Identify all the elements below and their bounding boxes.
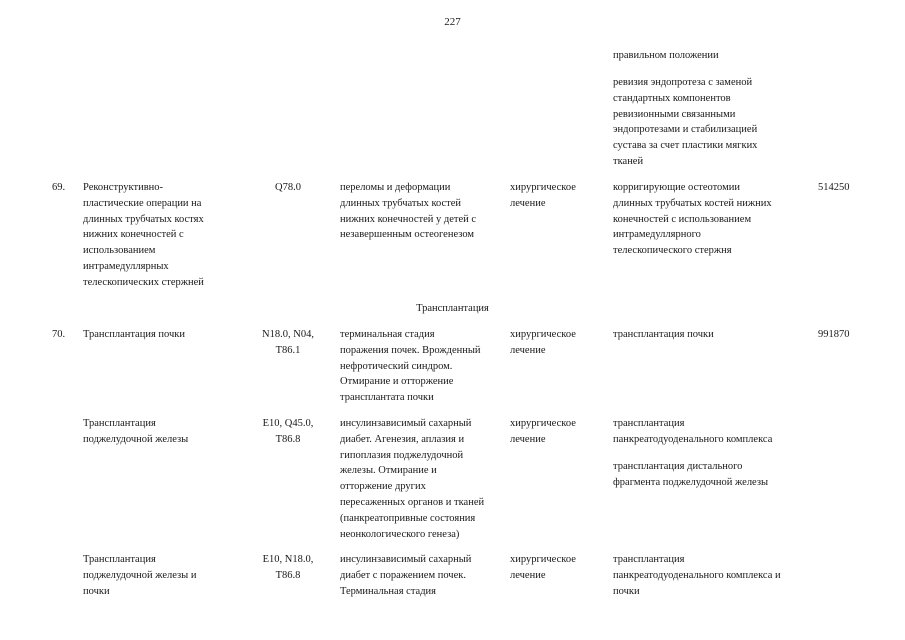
text-line: Q78.0 <box>275 182 301 193</box>
text-line: лечение <box>510 433 546 445</box>
text-line: тканей <box>613 155 644 167</box>
text-line: фрагмента поджелудочной железы <box>613 476 769 488</box>
text-line: Трансплантация <box>83 418 156 429</box>
text-line: нижних конечностей у детей с <box>340 213 477 225</box>
care-type-name <box>83 180 233 291</box>
text-line: правильном положении <box>613 50 719 61</box>
text-line: трансплантация <box>613 418 685 429</box>
text-line: (панкреатопривные состояния <box>340 512 476 524</box>
text-line: T86.8 <box>275 433 301 445</box>
text-line: Терминальная стадия <box>340 585 436 597</box>
text-line: инсулинзависимый сахарный <box>340 418 472 429</box>
text-line: поджелудочной железы и <box>83 569 197 581</box>
text-line: N18.0, N04, <box>262 329 314 340</box>
text-line: хирургическое <box>510 418 576 429</box>
text-line: лечение <box>510 197 546 209</box>
text-line: незавершенным остеогенезом <box>340 229 475 241</box>
icd-codes <box>250 416 326 448</box>
text-line: стандартных компонентов <box>613 92 731 104</box>
continued-method-2 <box>613 75 808 170</box>
text-line: отторжение других <box>340 481 426 493</box>
cost-value: 991870 <box>818 329 850 340</box>
text-line: использованием <box>83 245 156 257</box>
text-line: поражения почек. Врожденный <box>340 344 481 356</box>
patient-model <box>340 552 506 599</box>
text-line: телескопических стержней <box>83 276 204 288</box>
text-line: нефротический синдром. <box>340 360 453 372</box>
text-line: телескопического стержня <box>613 245 732 257</box>
text-line: трансплантата почки <box>340 392 434 404</box>
text-line: Трансплантация <box>83 554 156 565</box>
text-line: корригирующие остеотомии <box>613 182 740 193</box>
page-number: 227 <box>444 16 461 28</box>
text-line: гипоплазия поджелудочной <box>340 449 464 461</box>
text-line: лечение <box>510 344 546 356</box>
text-line: интрамедуллярного <box>613 229 701 241</box>
cost-value: 514250 <box>818 182 850 193</box>
text-line: диабет с поражением почек. <box>340 569 466 581</box>
care-type-name <box>83 416 233 448</box>
patient-model <box>340 327 506 406</box>
row-number: 69. <box>52 182 66 193</box>
care-type-name <box>83 552 233 599</box>
treatment-kind <box>510 552 605 584</box>
text-line: поджелудочной железы <box>83 433 189 445</box>
text-line: длинных трубчатых костей <box>340 197 462 209</box>
section-title: Трансплантация <box>416 303 489 314</box>
text-line: T86.1 <box>275 344 301 356</box>
text-line: пересаженных органов и тканей <box>340 496 485 508</box>
treatment-kind <box>510 180 605 212</box>
text-line: Реконструктивно- <box>83 182 164 193</box>
care-type-name <box>83 327 233 343</box>
text-line: панкреатодуоденального комплекса <box>613 433 773 445</box>
row-number: 70. <box>52 329 66 340</box>
text-line: хирургическое <box>510 554 576 565</box>
treatment-kind <box>510 416 605 448</box>
icd-codes <box>250 180 326 196</box>
text-line: ревизия эндопротеза с заменой <box>613 77 753 88</box>
treatment-method <box>613 552 808 599</box>
text-line: Трансплантация почки <box>83 329 186 340</box>
patient-model <box>340 416 506 542</box>
text-line: почки <box>613 585 640 597</box>
text-line: длинных трубчатых костях <box>83 213 204 225</box>
treatment-method-2 <box>613 459 808 491</box>
text-line: хирургическое <box>510 329 576 340</box>
text-line: почки <box>83 585 110 597</box>
text-line: инсулинзависимый сахарный <box>340 554 472 565</box>
text-line: T86.8 <box>275 569 301 581</box>
icd-codes <box>250 327 326 359</box>
treatment-method <box>613 180 808 259</box>
icd-codes <box>250 552 326 584</box>
text-line: эндопротезами и стабилизацией <box>613 124 758 136</box>
text-line: трансплантация <box>613 554 685 565</box>
text-line: неонкологического генеза) <box>340 528 460 540</box>
text-line: трансплантация дистального <box>613 461 743 472</box>
text-line: диабет. Агенезия, аплазия и <box>340 433 465 445</box>
text-line: хирургическое <box>510 182 576 193</box>
patient-model <box>340 180 506 243</box>
text-line: пластические операции на <box>83 197 202 209</box>
text-line: ревизионными связанными <box>613 108 736 120</box>
treatment-method <box>613 327 808 343</box>
text-line: панкреатодуоденального комплекса и <box>613 569 781 581</box>
continued-method-1 <box>613 48 808 64</box>
text-line: длинных трубчатых костей нижних <box>613 197 772 209</box>
text-line: E10, N18.0, <box>262 554 314 565</box>
treatment-method-1 <box>613 416 808 448</box>
text-line: лечение <box>510 569 546 581</box>
text-line: нижних конечностей с <box>83 229 184 241</box>
text-line: конечностей с использованием <box>613 213 752 225</box>
text-line: переломы и деформации <box>340 182 451 193</box>
text-line: трансплантация почки <box>613 329 714 340</box>
treatment-kind <box>510 327 605 359</box>
text-line: железы. Отмирание и <box>340 465 437 477</box>
text-line: терминальная стадия <box>340 329 435 340</box>
text-line: сустава за счет пластики мягких <box>613 140 758 152</box>
text-line: интрамедуллярных <box>83 260 169 272</box>
text-line: E10, Q45.0, <box>262 418 314 429</box>
text-line: Отмирание и отторжение <box>340 376 454 388</box>
